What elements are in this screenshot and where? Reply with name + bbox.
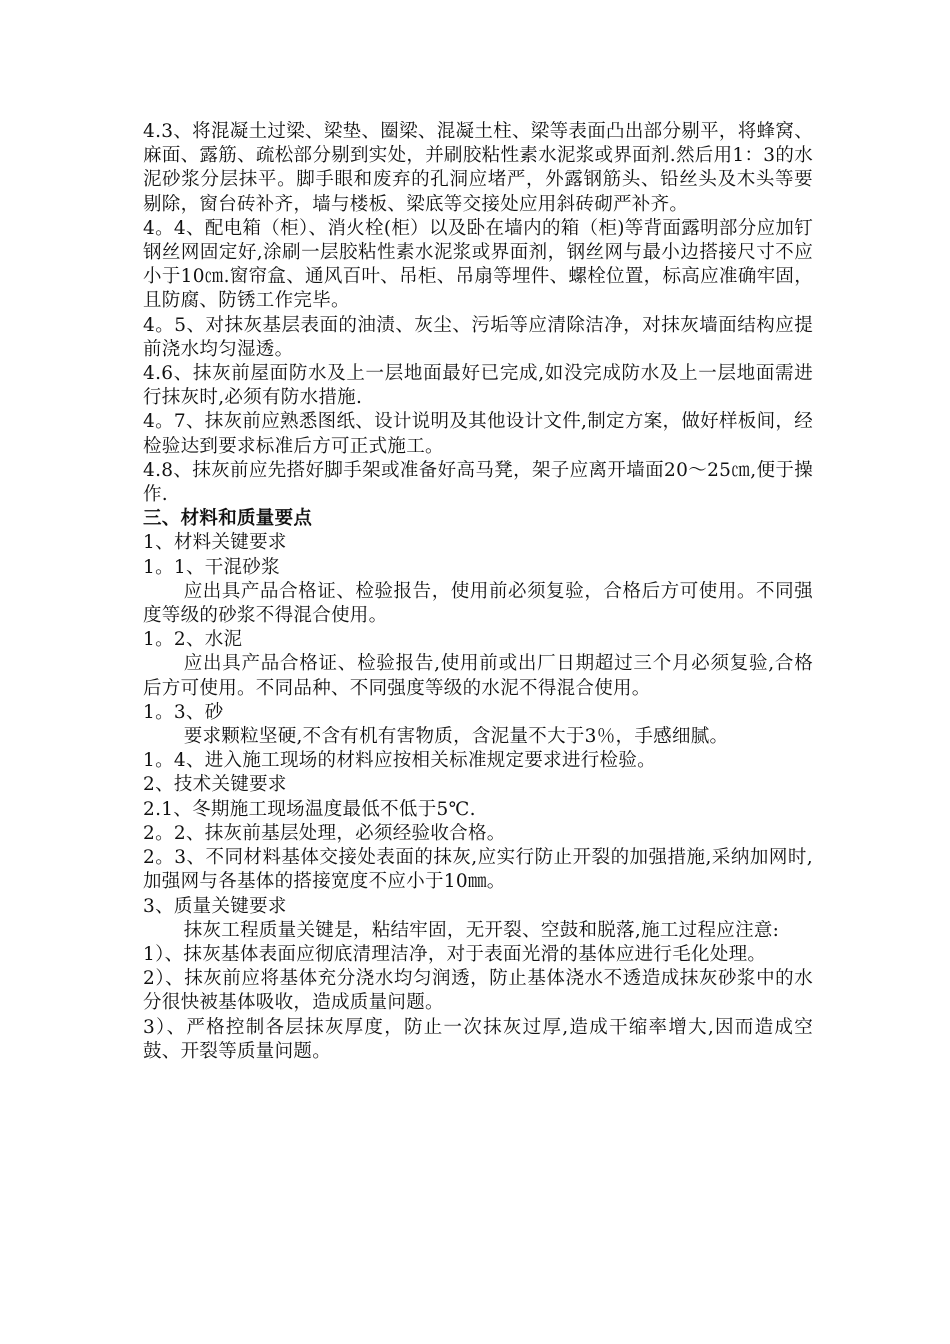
- list-item-2: 2）、抹灰前应将基体充分浇水均匀润透，防止基体浇水不透造成抹灰砂浆中的水分很快被基体吸收，造成质量问题。: [143, 968, 813, 1014]
- section-heading-materials-quality: 三、材料和质量要点: [143, 508, 313, 530]
- document-page: [143, 120, 813, 1064]
- subheading-material-requirements: 1、材料关键要求: [143, 532, 287, 554]
- subheading-dry-mixed-mortar: 1。1、干混砂浆: [143, 556, 280, 578]
- paragraph-2-2: 2。2、抹灰前基层处理，必须经验收合格。: [143, 822, 506, 844]
- paragraph-4-7: 4。7、抹灰前应熟悉图纸、设计说明及其他设计文件,制定方案，做好样板间，经检验达到要求标准后方可正式施工。: [143, 411, 813, 457]
- list-item-3: 3）、严格控制各层抹灰厚度，防止一次抹灰过厚,造成干缩率增大,因而造成空鼓、开裂等质量问题。: [143, 1016, 813, 1062]
- paragraph-sand: 要求颗粒坚硬,不含有机有害物质，含泥量不大于3％，手感细腻。: [183, 726, 729, 748]
- subheading-sand: 1。3、砂: [143, 701, 224, 723]
- paragraph-cement: 应出具产品合格证、检验报告,使用前或出厂日期超过三个月必须复验,合格后方可使用。不同品种、不同强度等级的水泥不得混合使用。: [143, 653, 813, 699]
- paragraph-2-1: 2.1、冬期施工现场温度最低不低于5℃.: [143, 798, 476, 820]
- paragraph-4-6: 4.6、抹灰前屋面防水及上一层地面最好已完成,如没完成防水及上一层地面需进行抹灰时,必须有防水措施.: [143, 363, 813, 409]
- paragraph-4-4: 4。4、配电箱（柜）、消火栓(柜）以及卧在墙内的箱（柜)等背面露明部分应加钉钢丝网固定好,涂刷一层胶粘性素水泥浆或界面剂，钢丝网与最小边搭接尺寸不应小于10㎝.窗帘盒、通风百叶、吊柜、吊扇等埋件、螺栓位置，标高应准确牢固，且防腐、防锈工作完毕。: [143, 217, 813, 312]
- subheading-cement: 1。2、水泥: [143, 629, 243, 651]
- paragraph-4-8: 4.8、抹灰前应先搭好脚手架或准备好高马凳，架子应离开墙面20～25㎝,便于操作.: [143, 459, 813, 506]
- paragraph-4-5: 4。5、对抹灰基层表面的油渍、灰尘、污垢等应清除洁净，对抹灰墙面结构应提前浇水均匀湿透。: [143, 314, 813, 360]
- paragraph-4-3: 4.3、将混凝土过梁、梁垫、圈梁、混凝土柱、梁等表面凸出部分剔平，将蜂窝、麻面、露筋、疏松部分剔到实处，并刷胶粘性素水泥浆或界面剂.然后用1：3的水泥砂浆分层抹平。脚手眼和废弃的孔洞应堵严，外露钢筋头、铅丝头及木头等要剔除，窗台砖补齐，墙与楼板、梁底等交接处应用斜砖砌严补齐。: [143, 121, 813, 215]
- paragraph-1-4: 1。4、进入施工现场的材料应按相关标准规定要求进行检验。: [143, 750, 656, 772]
- paragraph-quality-intro: 抹灰工程质量关键是，粘结牢固，无开裂、空鼓和脱落,施工过程应注意:: [183, 919, 780, 941]
- subheading-quality-requirements: 3、质量关键要求: [143, 895, 287, 917]
- subheading-technical-requirements: 2、技术关键要求: [143, 774, 287, 796]
- paragraph-2-3: 2。3、不同材料基体交接处表面的抹灰,应实行防止开裂的加强措施,采纳加网时,加强网与各基体的搭接宽度不应小于10㎜。: [143, 847, 813, 893]
- list-item-1: 1）、抹灰基体表面应彻底清理洁净，对于表面光滑的基体应进行毛化处理。: [143, 943, 767, 965]
- paragraph-dry-mixed-mortar: 应出具产品合格证、检验报告，使用前必须复验，合格后方可使用。不同强度等级的砂浆不得混合使用。: [143, 580, 813, 627]
